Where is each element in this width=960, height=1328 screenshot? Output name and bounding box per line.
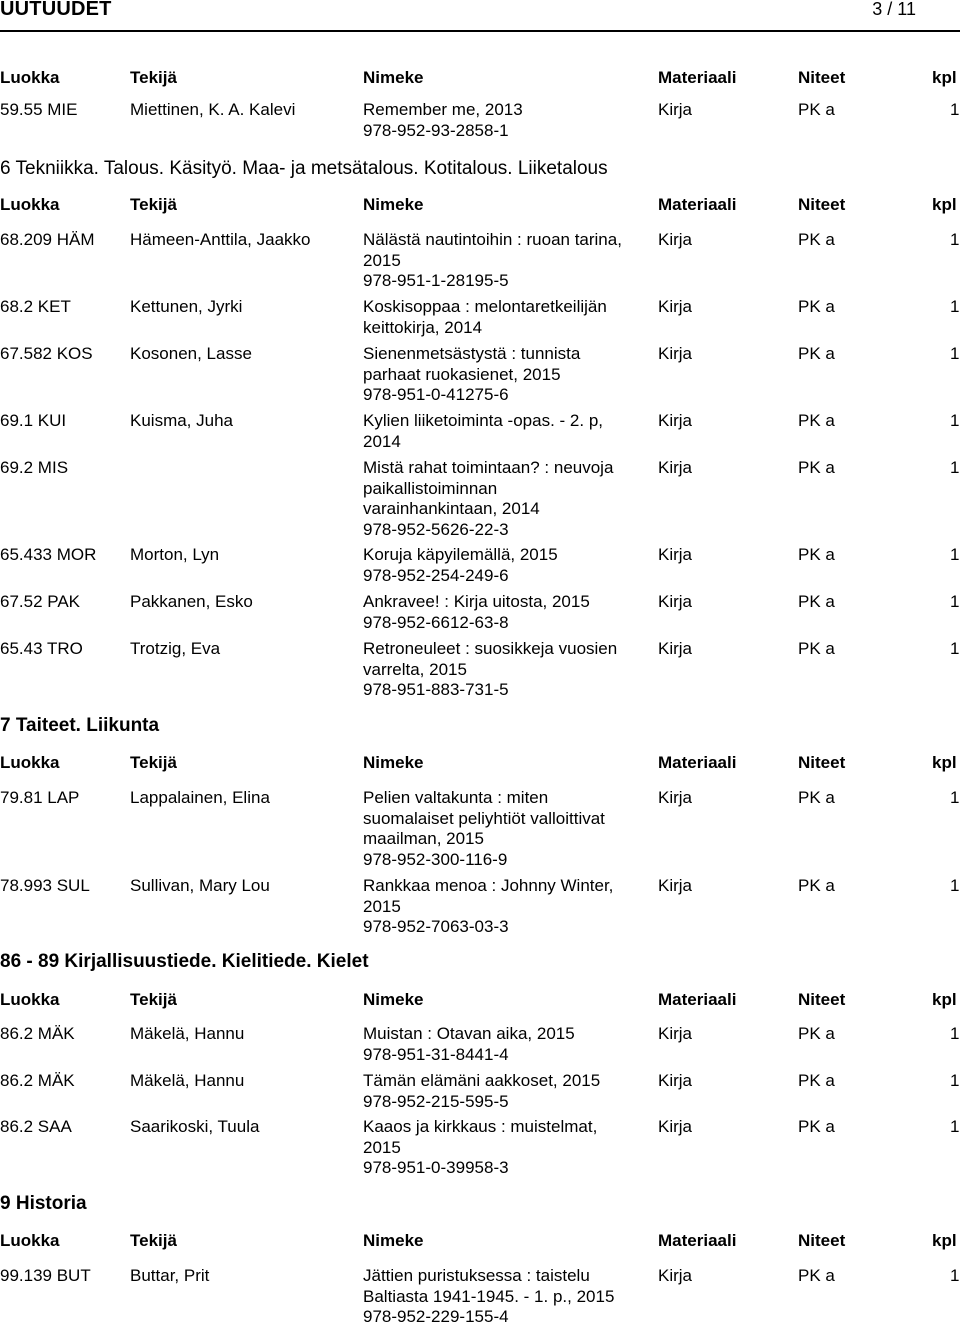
cell-luokka: 99.139 BUT	[0, 1266, 91, 1285]
nimeke-line: 978-951-31-8441-4	[363, 1044, 509, 1064]
nimeke-line: 978-952-215-595-5	[363, 1091, 509, 1111]
cell-nimeke	[363, 297, 653, 338]
cell-kpl: 1	[950, 1024, 960, 1043]
cell-nimeke	[363, 344, 653, 406]
page-title: UUTUUDET	[0, 0, 112, 20]
cell-materiaali: Kirja	[658, 1071, 693, 1090]
column-header-kpl: kpl	[932, 990, 957, 1009]
cell-kpl: 1	[950, 1071, 960, 1090]
section-title: 7 Taiteet. Liikunta	[0, 715, 160, 736]
table-header	[0, 1231, 960, 1253]
nimeke-line: 978-952-300-116-9	[363, 849, 508, 869]
nimeke-line: Jättien puristuksessa : taistelu	[363, 1266, 590, 1285]
cell-niteet: PK a	[798, 1024, 835, 1043]
table-header	[0, 990, 960, 1012]
nimeke-line: suomalaiset peliyhtiöt valloittivat	[363, 808, 605, 828]
nimeke-line: varainhankintaan, 2014	[363, 499, 540, 518]
nimeke-line: Mistä rahat toimintaan? : neuvoja	[363, 458, 614, 477]
nimeke-line: 978-952-6612-63-8	[363, 612, 509, 632]
cell-kpl: 1	[950, 788, 960, 807]
cell-tekija: Pakkanen, Esko	[130, 592, 253, 611]
cell-tekija: Buttar, Prit	[130, 1266, 210, 1285]
nimeke-line: varrelta, 2015	[363, 659, 467, 679]
table-header	[0, 68, 960, 90]
column-header-tekija: Tekijä	[130, 195, 177, 214]
nimeke-line: Nälästä nautintoihin : ruoan tarina,	[363, 230, 622, 249]
cell-nimeke	[363, 592, 653, 633]
cell-nimeke	[363, 788, 653, 870]
cell-luokka: 67.582 KOS	[0, 344, 93, 363]
cell-tekija: Mäkelä, Hannu	[130, 1024, 245, 1043]
column-header-niteet: Niteet	[798, 68, 846, 87]
cell-niteet: PK a	[798, 411, 835, 430]
nimeke-line: 978-952-254-249-6	[363, 565, 509, 585]
column-header-niteet: Niteet	[798, 195, 846, 214]
column-header-nimeke: Nimeke	[363, 1231, 424, 1250]
column-header-luokka: Luokka	[0, 990, 60, 1009]
cell-kpl: 1	[950, 1266, 960, 1285]
nimeke-line: maailman, 2015	[363, 829, 484, 848]
column-header-tekija: Tekijä	[130, 990, 177, 1009]
cell-luokka: 86.2 MÄK	[0, 1071, 75, 1090]
cell-luokka: 65.433 MOR	[0, 545, 97, 564]
column-header-tekija: Tekijä	[130, 1231, 177, 1250]
cell-luokka: 65.43 TRO	[0, 639, 83, 658]
cell-niteet: PK a	[798, 1117, 835, 1136]
nimeke-line: Koruja käpyilemällä, 2015	[363, 545, 558, 564]
cell-materiaali: Kirja	[658, 411, 693, 430]
nimeke-line: keittokirja, 2014	[363, 317, 483, 337]
cell-niteet: PK a	[798, 1071, 835, 1090]
cell-nimeke	[363, 639, 653, 701]
nimeke-line: 978-951-1-28195-5	[363, 271, 509, 290]
cell-luokka: 68.209 HÄM	[0, 230, 95, 249]
nimeke-line: Koskisoppaa : melontaretkeilijän	[363, 297, 607, 316]
cell-niteet: PK a	[798, 545, 835, 564]
cell-materiaali: Kirja	[658, 458, 693, 477]
nimeke-line: 2015	[363, 1137, 401, 1157]
column-header-tekija: Tekijä	[130, 753, 177, 772]
nimeke-line: 978-951-0-39958-3	[363, 1158, 509, 1177]
cell-niteet: PK a	[798, 344, 835, 363]
table-header	[0, 195, 960, 217]
nimeke-line: Tämän elämäni aakkoset, 2015	[363, 1071, 601, 1090]
nimeke-line: Pelien valtakunta : miten	[363, 788, 549, 807]
cell-tekija: Hämeen-Anttila, Jaakko	[130, 230, 311, 249]
cell-luokka: 86.2 SAA	[0, 1117, 72, 1136]
header-rule	[0, 30, 960, 32]
cell-tekija: Saarikoski, Tuula	[130, 1117, 260, 1136]
cell-nimeke	[363, 545, 653, 586]
cell-luokka: 69.1 KUI	[0, 411, 67, 430]
nimeke-line: Kylien liiketoiminta -opas. - 2. p,	[363, 411, 603, 430]
cell-materiaali: Kirja	[658, 100, 693, 119]
cell-materiaali: Kirja	[658, 592, 693, 611]
nimeke-line: Baltiasta 1941-1945. - 1. p., 2015	[363, 1286, 615, 1306]
cell-luokka: 68.2 KET	[0, 297, 71, 316]
cell-luokka: 67.52 PAK	[0, 592, 81, 611]
nimeke-line: Remember me, 2013	[363, 100, 523, 119]
column-header-luokka: Luokka	[0, 195, 60, 214]
column-header-kpl: kpl	[932, 753, 957, 772]
cell-kpl: 1	[950, 458, 960, 477]
cell-materiaali: Kirja	[658, 639, 693, 658]
cell-materiaali: Kirja	[658, 297, 693, 316]
cell-nimeke	[363, 458, 653, 540]
cell-kpl: 1	[950, 545, 960, 564]
nimeke-line: 978-952-7063-03-3	[363, 917, 509, 936]
section-title: 86 - 89 Kirjallisuustiede. Kielitiede. Kielet	[0, 951, 369, 972]
cell-materiaali: Kirja	[658, 1266, 693, 1285]
cell-tekija: Lappalainen, Elina	[130, 788, 270, 807]
cell-kpl: 1	[950, 411, 960, 430]
cell-materiaali: Kirja	[658, 876, 693, 895]
column-header-kpl: kpl	[932, 195, 957, 214]
column-header-kpl: kpl	[932, 1231, 957, 1250]
cell-nimeke	[363, 876, 653, 938]
nimeke-line: Muistan : Otavan aika, 2015	[363, 1024, 575, 1043]
cell-luokka: 79.81 LAP	[0, 788, 80, 807]
cell-luokka: 69.2 MIS	[0, 458, 69, 477]
cell-kpl: 1	[950, 592, 960, 611]
column-header-materiaali: Materiaali	[658, 68, 737, 87]
column-header-nimeke: Nimeke	[363, 68, 424, 87]
column-header-materiaali: Materiaali	[658, 195, 737, 214]
column-header-luokka: Luokka	[0, 68, 60, 87]
nimeke-line: parhaat ruokasienet, 2015	[363, 364, 561, 384]
column-header-kpl: kpl	[932, 68, 957, 87]
cell-kpl: 1	[950, 344, 960, 363]
nimeke-line: paikallistoiminnan	[363, 478, 498, 498]
nimeke-line: 978-952-93-2858-1	[363, 120, 509, 140]
cell-kpl: 1	[950, 1117, 960, 1136]
cell-tekija: Kettunen, Jyrki	[130, 297, 243, 316]
table-header	[0, 753, 960, 775]
cell-kpl: 1	[950, 230, 960, 249]
column-header-materiaali: Materiaali	[658, 1231, 737, 1250]
column-header-tekija: Tekijä	[130, 68, 177, 87]
cell-kpl: 1	[950, 297, 960, 316]
cell-niteet: PK a	[798, 592, 835, 611]
cell-tekija: Kosonen, Lasse	[130, 344, 252, 363]
cell-materiaali: Kirja	[658, 230, 693, 249]
cell-kpl: 1	[950, 876, 960, 895]
cell-tekija: Trotzig, Eva	[130, 639, 221, 658]
nimeke-line: 2015	[363, 896, 401, 916]
cell-niteet: PK a	[798, 1266, 835, 1285]
column-header-materiaali: Materiaali	[658, 990, 737, 1009]
nimeke-line: 2015	[363, 250, 401, 270]
cell-tekija: Kuisma, Juha	[130, 411, 233, 430]
nimeke-line: 2014	[363, 431, 401, 451]
cell-niteet: PK a	[798, 297, 835, 316]
cell-nimeke	[363, 100, 653, 141]
cell-nimeke	[363, 1024, 653, 1065]
nimeke-line: Retroneuleet : suosikkeja vuosien	[363, 639, 618, 658]
column-header-niteet: Niteet	[798, 1231, 846, 1250]
nimeke-line: Kaaos ja kirkkaus : muistelmat,	[363, 1117, 598, 1136]
cell-niteet: PK a	[798, 876, 835, 895]
cell-luokka: 78.993 SUL	[0, 876, 90, 895]
cell-kpl: 1	[950, 639, 960, 658]
cell-niteet: PK a	[798, 458, 835, 477]
cell-tekija: Morton, Lyn	[130, 545, 220, 564]
cell-luokka: 86.2 MÄK	[0, 1024, 75, 1043]
cell-tekija: Miettinen, K. A. Kalevi	[130, 100, 296, 119]
column-header-nimeke: Nimeke	[363, 753, 424, 772]
cell-materiaali: Kirja	[658, 545, 693, 564]
cell-kpl: 1	[950, 100, 960, 119]
cell-tekija: Sullivan, Mary Lou	[130, 876, 270, 895]
cell-nimeke	[363, 1266, 653, 1328]
cell-niteet: PK a	[798, 230, 835, 249]
cell-nimeke	[363, 1071, 653, 1112]
column-header-materiaali: Materiaali	[658, 753, 737, 772]
nimeke-line: Rankkaa menoa : Johnny Winter,	[363, 876, 614, 895]
column-header-niteet: Niteet	[798, 990, 846, 1009]
cell-niteet: PK a	[798, 639, 835, 658]
cell-materiaali: Kirja	[658, 344, 693, 363]
section-title: 9 Historia	[0, 1193, 87, 1214]
nimeke-line: 978-951-883-731-5	[363, 680, 509, 699]
page-number: 3 / 11	[872, 0, 916, 19]
section-title: 6 Tekniikka. Talous. Käsityö. Maa- ja metsätalous. Kotitalous. Liiketalous	[0, 158, 608, 179]
nimeke-line: 978-952-229-155-4	[363, 1307, 509, 1326]
cell-niteet: PK a	[798, 100, 835, 119]
column-header-luokka: Luokka	[0, 753, 60, 772]
cell-luokka: 59.55 MIE	[0, 100, 78, 119]
cell-nimeke	[363, 230, 653, 292]
cell-materiaali: Kirja	[658, 1117, 693, 1136]
column-header-nimeke: Nimeke	[363, 195, 424, 214]
cell-tekija: Mäkelä, Hannu	[130, 1071, 245, 1090]
nimeke-line: 978-951-0-41275-6	[363, 385, 509, 404]
cell-niteet: PK a	[798, 788, 835, 807]
cell-nimeke	[363, 411, 653, 452]
cell-materiaali: Kirja	[658, 1024, 693, 1043]
cell-nimeke	[363, 1117, 653, 1179]
nimeke-line: 978-952-5626-22-3	[363, 519, 509, 539]
column-header-niteet: Niteet	[798, 753, 846, 772]
column-header-nimeke: Nimeke	[363, 990, 424, 1009]
cell-materiaali: Kirja	[658, 788, 693, 807]
nimeke-line: Sienenmetsästystä : tunnista	[363, 344, 581, 363]
column-header-luokka: Luokka	[0, 1231, 60, 1250]
nimeke-line: Ankravee! : Kirja uitosta, 2015	[363, 592, 590, 611]
